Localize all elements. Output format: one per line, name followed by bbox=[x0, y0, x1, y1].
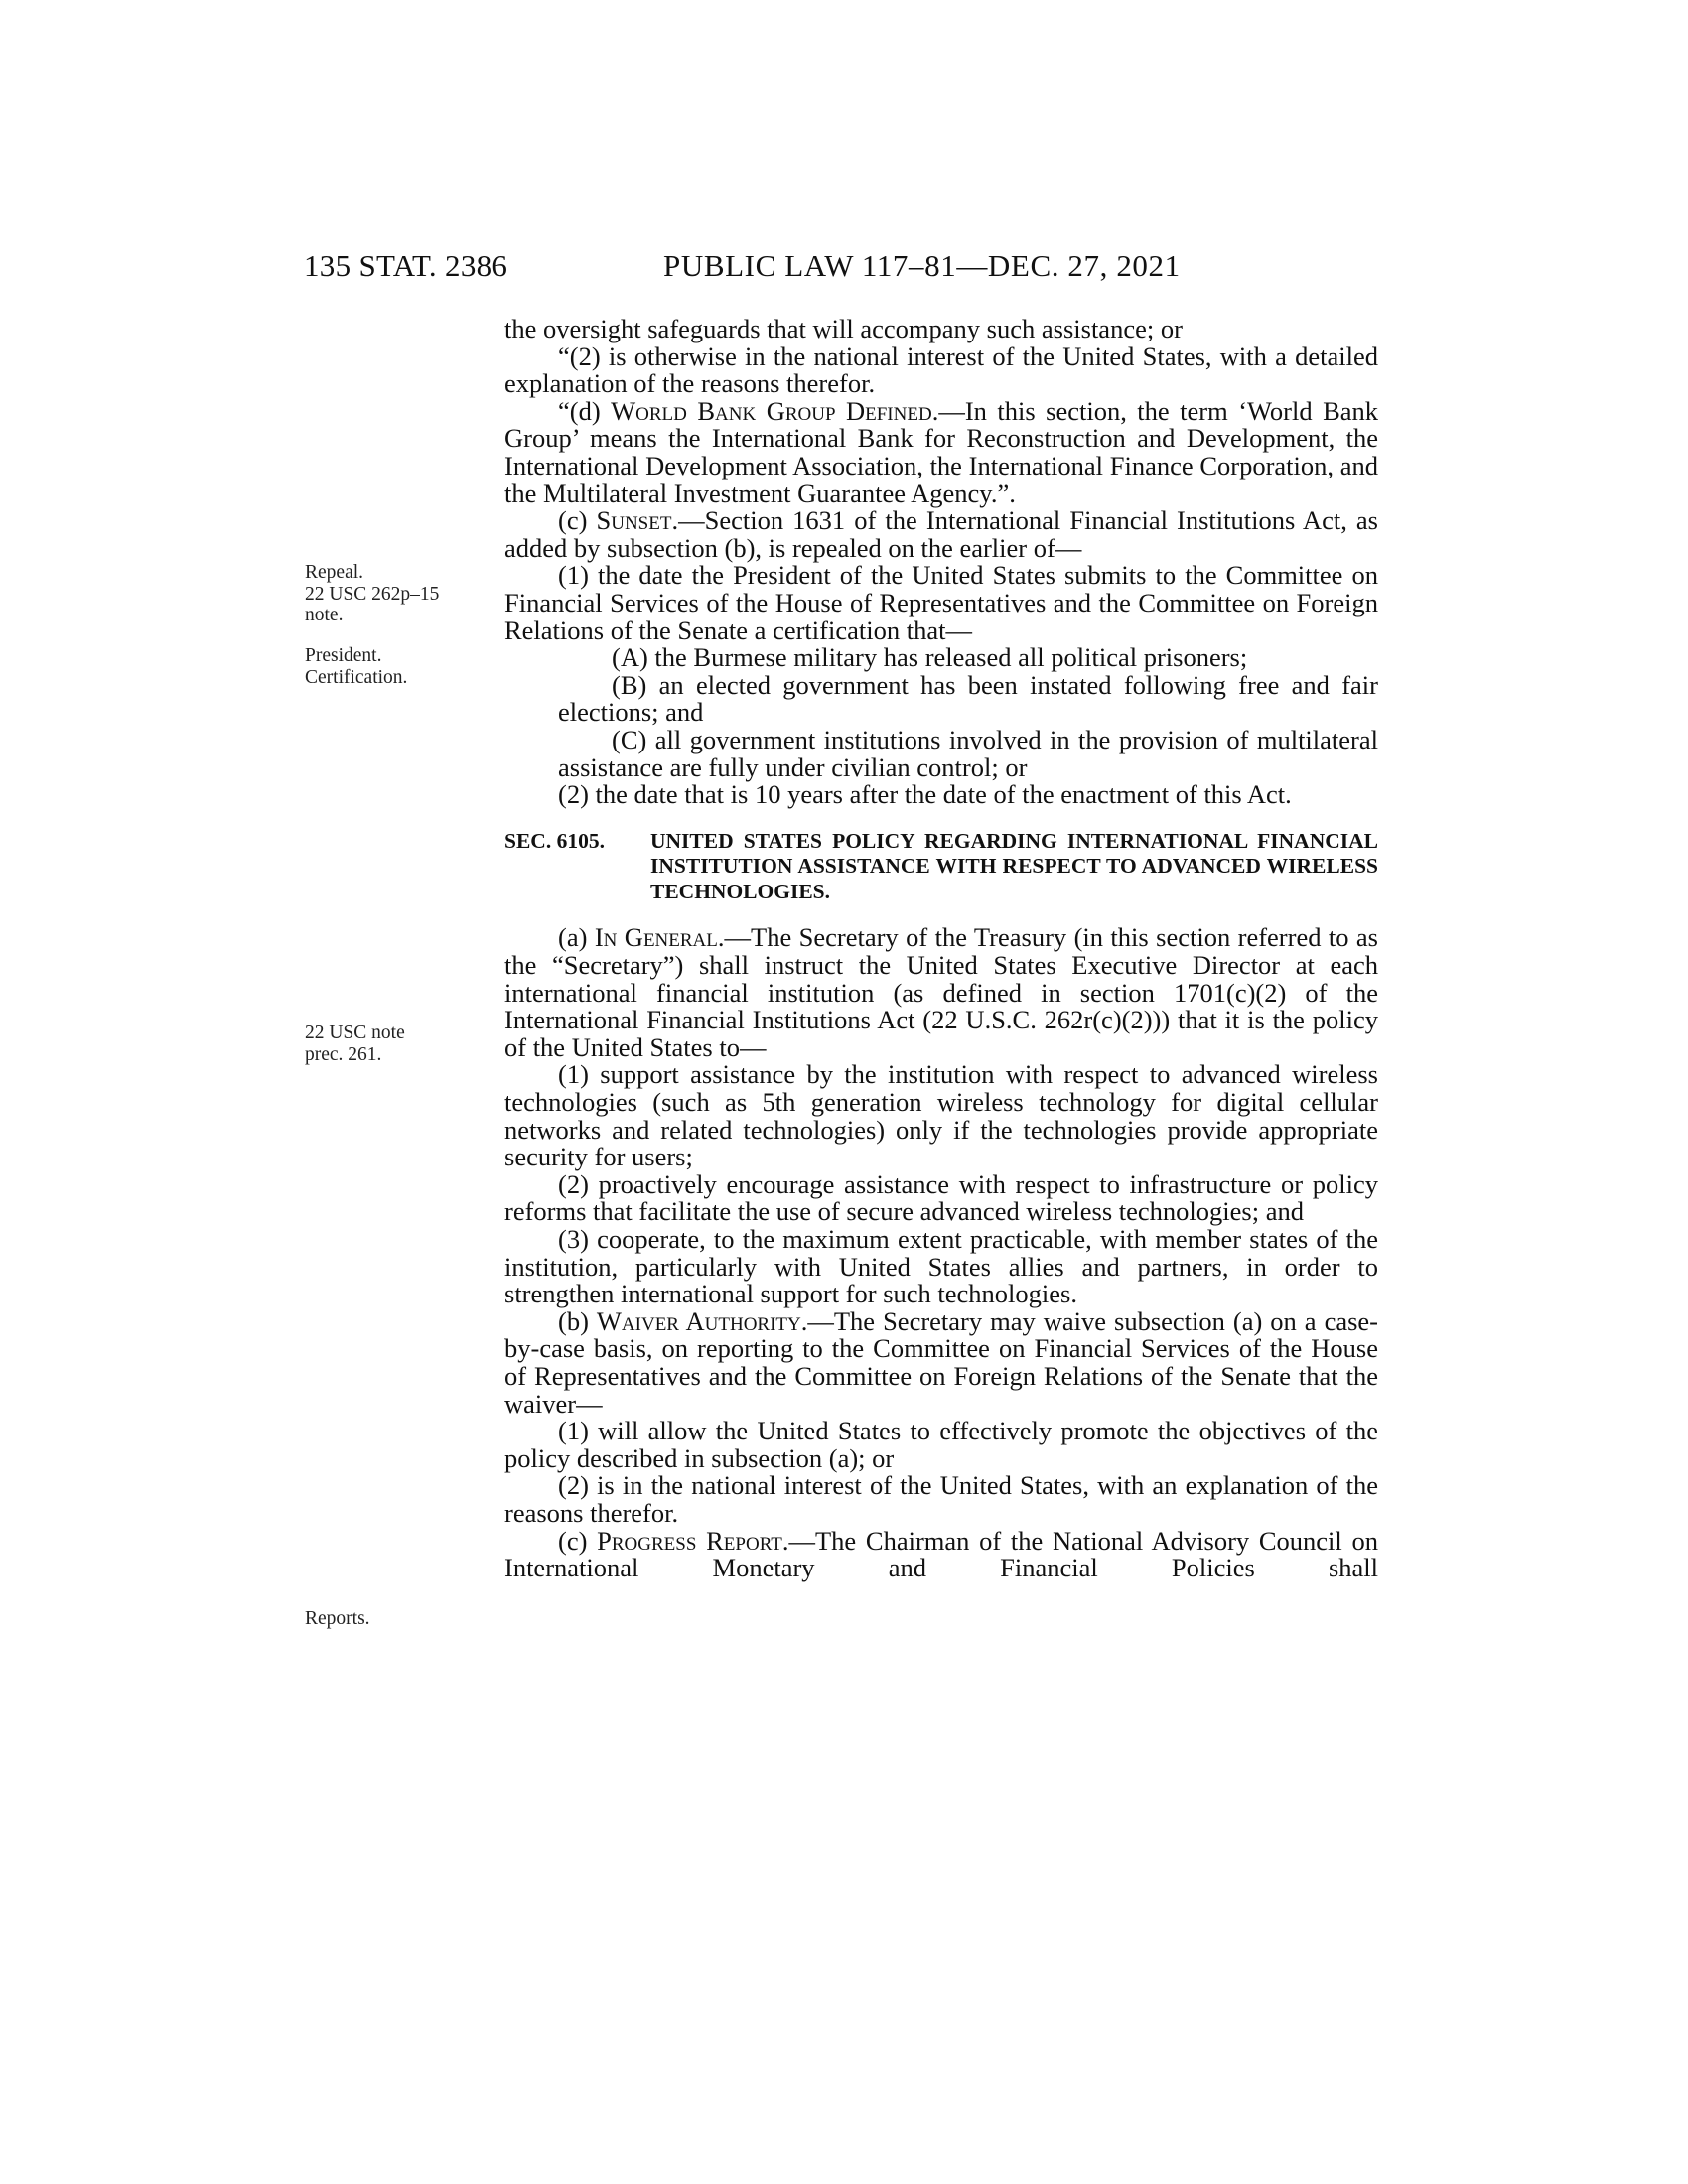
paragraph: (1) will allow the United States to effectively promote the objectives of the policy described in subsection (a); or bbox=[504, 1416, 1378, 1473]
subparagraph: (A) the Burmese military has released all political prisoners; bbox=[612, 642, 1248, 673]
page-header bbox=[0, 248, 1688, 288]
margin-note-president-certification: President. Certification. bbox=[305, 645, 408, 688]
section-title: UNITED STATES POLICY REGARDING INTERNATIONAL FINANCIAL INSTITUTION ASSISTANCE WITH RESPECT TO ADVANCED WIRELESS TECHNOLOGIES. bbox=[650, 828, 1378, 903]
section-number: SEC. 6105. bbox=[504, 828, 605, 853]
paragraph: (1) support assistance by the institution with respect to advanced wireless technologies (such as 5th generation wireless technology for digital cellular networks and related technologies) only if the technologies provide appropriate security for users; bbox=[504, 1059, 1378, 1172]
paragraph: (1) the date the President of the United States submits to the Committee on Financial Services of the House of Representatives and the Committee on Foreign Relations of the Senate a certification that— bbox=[504, 560, 1378, 645]
subsection-a: (a) In General.—The Secretary of the Treasury (in this section referred to as the “Secretary”) shall instruct the United States Executive Director at each international financial institution (as defined in section 1701(c)(2) of the International Financial Institutions Act (22 U.S.C. 262r(c)(2))) that it is the policy of the United States to— bbox=[504, 922, 1378, 1062]
subsection-c-progress-report: (c) Progress Report.—The Chairman of the National Advisory Council on International Monetary and Financial Policies shall bbox=[504, 1525, 1378, 1583]
subsection-d: “(d) World Bank Group Defined.—In this section, the term ‘World Bank Group’ means the International Bank for Reconstruction and Development, the International Development Association, the International Finance Corporation, and the Multilateral Investment Guarantee Agency.”. bbox=[504, 395, 1379, 508]
subparagraph: (C) all government institutions involved in the provision of multilateral assistance are fully under civilian control; or bbox=[558, 724, 1378, 782]
subsection-heading: In General bbox=[594, 922, 718, 953]
subsection-heading: World Bank Group Defined bbox=[611, 395, 932, 426]
subsection-heading: Sunset bbox=[596, 505, 672, 536]
subsection-b: (b) Waiver Authority.—The Secretary may waive subsection (a) on a case-by-case basis, on reporting to the Committee on Financial Services of the House of Representatives and the Committee on Foreign Relations of the Senate that the waiver— bbox=[504, 1305, 1378, 1419]
paragraph: the oversight safeguards that will accompany such assistance; or bbox=[504, 314, 1183, 343]
subsection-heading: Waiver Authority bbox=[596, 1305, 801, 1336]
paragraph: (2) the date that is 10 years after the date of the enactment of this Act. bbox=[558, 779, 1292, 810]
paragraph: (3) cooperate, to the maximum extent practicable, with member states of the institution, particularly with United States allies and partners, in order to strengthen international support for such technologies. bbox=[504, 1224, 1378, 1309]
paragraph: “(2) is otherwise in the national interest of the United States, with a detailed explanation of the reasons therefor. bbox=[504, 341, 1378, 399]
section-heading bbox=[504, 829, 1378, 905]
running-head: PUBLIC LAW 117–81—DEC. 27, 2021 bbox=[663, 248, 1181, 283]
margin-note-usc-reference: 22 USC note prec. 261. bbox=[305, 1023, 405, 1065]
margin-note-reports: Reports. bbox=[305, 1608, 370, 1629]
paragraph: (2) is in the national interest of the United States, with an explanation of the reasons therefor. bbox=[504, 1470, 1378, 1528]
subsection-c-sunset: (c) Sunset.—Section 1631 of the International Financial Institutions Act, as added by subsection (b), is repealed on the earlier of— bbox=[504, 505, 1378, 563]
margin-note-repeal: Repeal. 22 USC 262p–15 note. bbox=[305, 562, 440, 625]
statute-body bbox=[504, 316, 1378, 1582]
paragraph: (2) proactively encourage assistance with respect to infrastructure or policy reforms that facilitate the use of secure advanced wireless technologies; and bbox=[504, 1168, 1378, 1227]
subsection-heading: Progress Report bbox=[597, 1525, 782, 1556]
subparagraph: (B) an elected government has been instated following free and fair elections; and bbox=[558, 669, 1378, 728]
statute-page-number: 135 STAT. 2386 bbox=[304, 248, 508, 283]
